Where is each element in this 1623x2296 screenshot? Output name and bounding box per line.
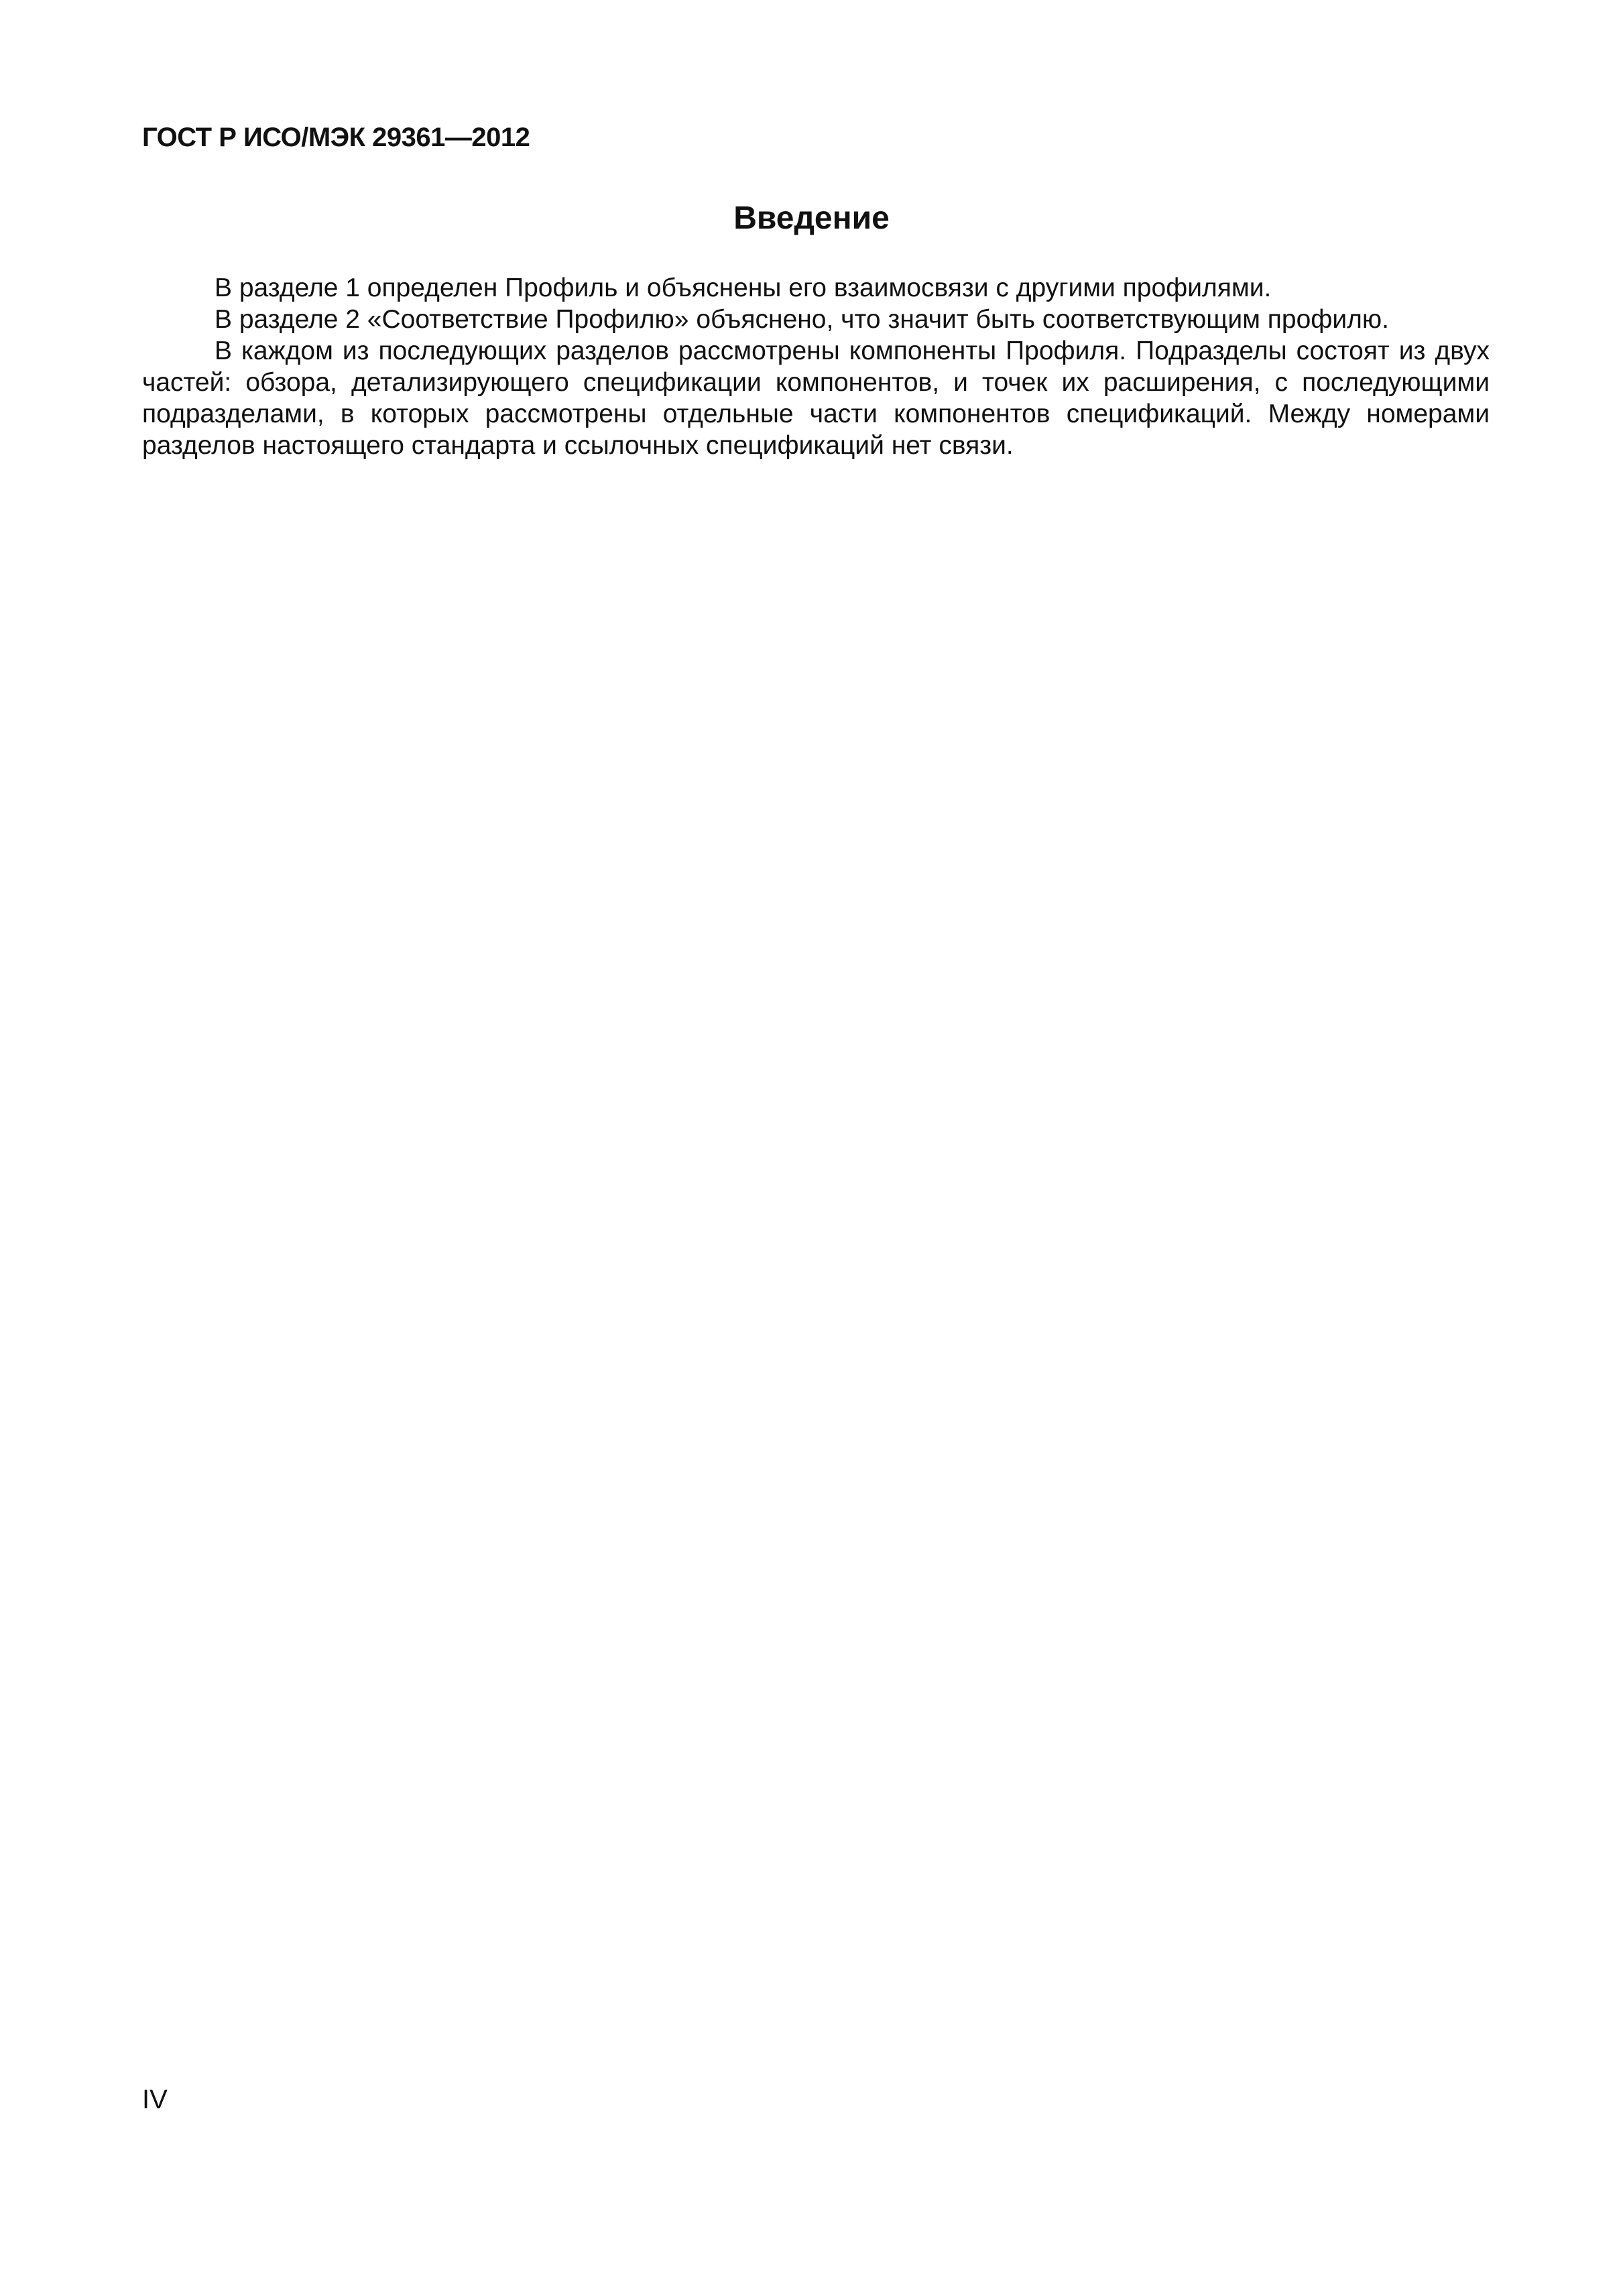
section-title: Введение [733, 200, 890, 236]
document-header: ГОСТ Р ИСО/МЭК 29361—2012 [142, 123, 530, 152]
paragraph: В разделе 2 «Соответствие Профилю» объяснено, что значит быть соответствующим профилю. [215, 305, 1390, 334]
section-body [142, 272, 1490, 461]
page-number: IV [142, 2085, 168, 2114]
paragraph: В каждом из последующих разделов рассмотрены компоненты Профиля. Подразделы состоят из двух частей: обзора, детализирующего спецификации компонентов, и точек их расширения, с последующими подразделами, в которых рассмотрены отдельные части компонентов спецификаций. Между номерами разделов настоящего стандарта и ссылочных спецификаций нет связи. [142, 337, 1490, 460]
paragraph: В разделе 1 определен Профиль и объяснены его взаимосвязи с другими профилями. [215, 274, 1272, 302]
